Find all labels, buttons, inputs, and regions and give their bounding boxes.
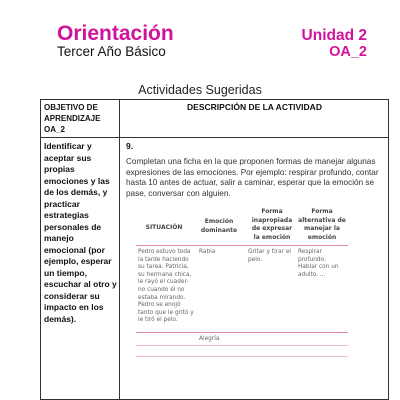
worksheet-cell-inapropiada: Gritar y tirar el pelo. <box>248 249 292 263</box>
oa-code: OA_2 <box>329 44 367 60</box>
worksheet-row-line-3 <box>136 356 348 357</box>
unit-label: Unidad 2 <box>301 27 367 44</box>
emotion-worksheet <box>136 208 348 366</box>
worksheet-cell-situacion: Pedro estuvo toda la tarde haciendo su tarea. Patricia, su hermana chica, le rayó el cuader- no cuando él no estaba mirando. Pedro se enojó tanto que le gritó y le tiró el pelo. <box>138 249 194 324</box>
worksheet-row-line <box>136 332 348 333</box>
objective-text: Identificar y aceptar sus propias emociones y las de los demás, y practicar estrategias personales de manejo emocional (por ejemplo, esperar un tiempo, escuchar al otro y considerar su impacto en los demás). <box>44 141 117 324</box>
worksheet-header-situacion: SITUACIÓN <box>145 224 183 231</box>
worksheet-cell-alternativa: Respirar profundo. Hablar con un adulto. ... <box>298 249 339 278</box>
worksheet-header-alternativa: Forma alternativa de manejar la emoción <box>298 208 346 241</box>
subject-title: Orientación <box>57 22 174 45</box>
worksheet-row-line-2 <box>136 345 348 346</box>
objective-column-header: OBJETIVO DE APRENDIZAJE OA_2 <box>44 103 101 134</box>
worksheet-header-emocion: Emoción dominante <box>200 218 238 234</box>
worksheet-header-line <box>136 245 348 246</box>
description-column-header: DESCRIPCIÓN DE LA ACTIVIDAD <box>187 102 322 112</box>
table-header-divider <box>40 137 389 138</box>
grade-subtitle: Tercer Año Básico <box>57 44 166 59</box>
worksheet-header-inapropiada: Forma inapropiada de expresar la emoción <box>251 208 293 241</box>
table-column-divider <box>119 99 120 400</box>
activity-number: 9. <box>126 141 134 151</box>
worksheet-cell-emocion-2: Alegría <box>199 336 220 342</box>
activity-description: Completan una ficha en la que proponen formas de manejar algunas expresiones de las emociones. Por ejemplo: respirar profundo, contar hasta 10 antes de actuar, salir a caminar, esperar que la emoción se pase, conversar con alguien. <box>126 157 379 199</box>
worksheet-cell-emocion: Rabia <box>199 249 216 255</box>
section-title: Actividades Sugeridas <box>138 83 262 97</box>
